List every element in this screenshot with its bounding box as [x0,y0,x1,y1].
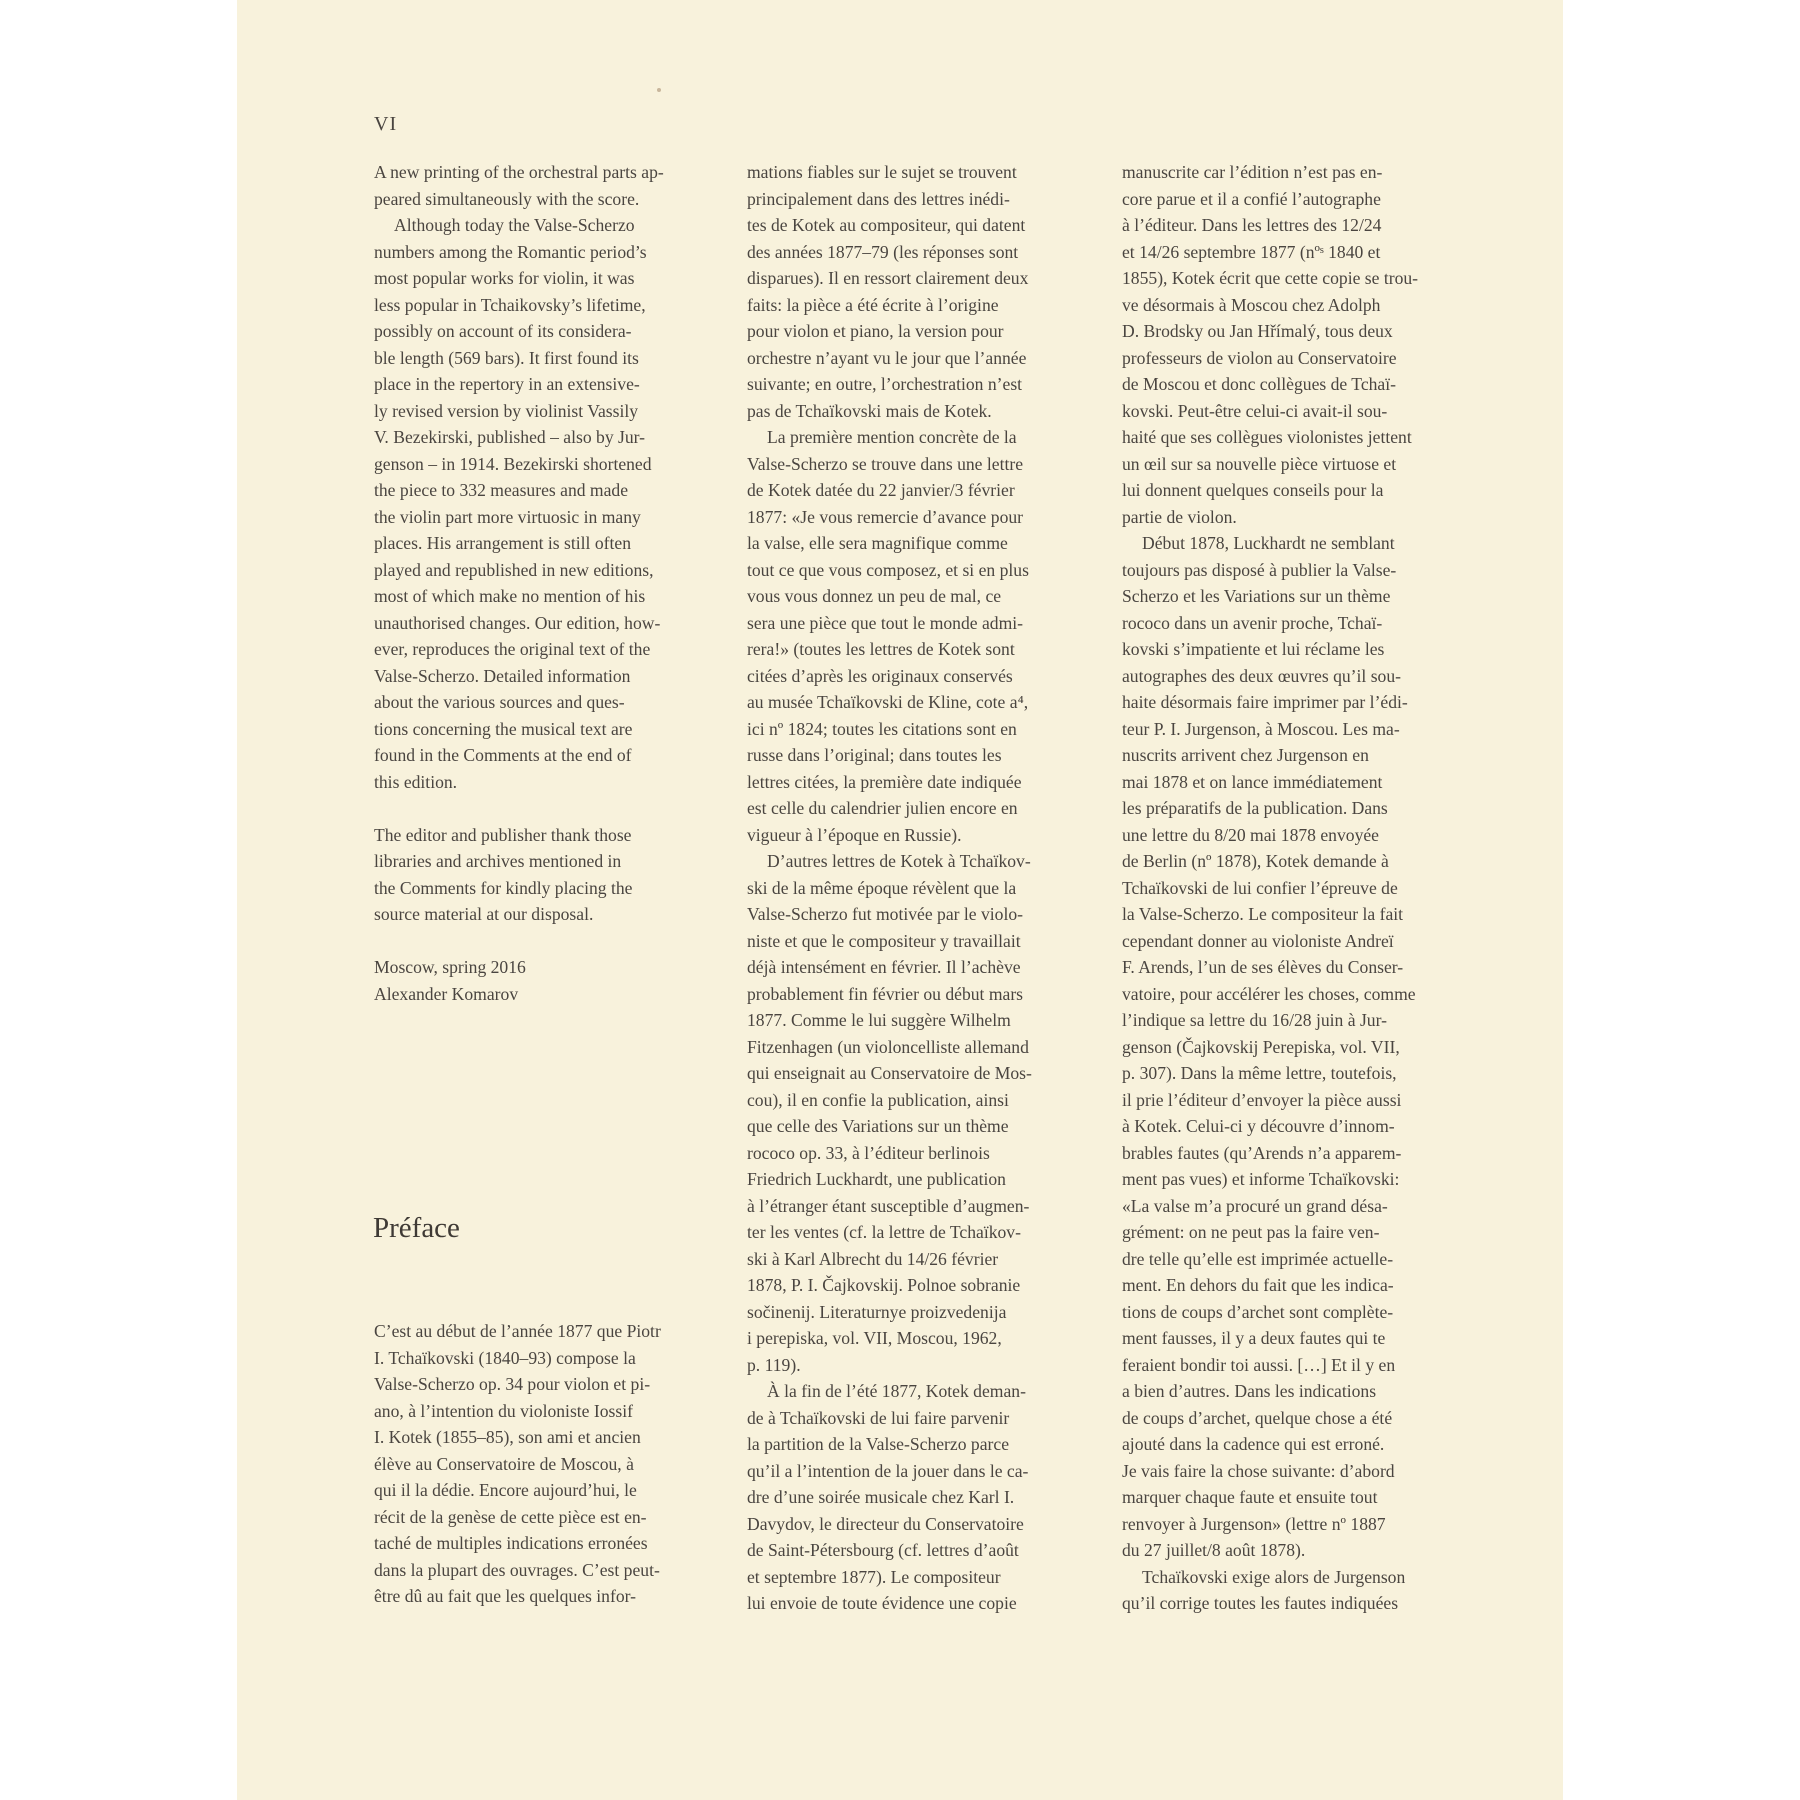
text-line: ano, à l’intention du violoniste Iossif [374,1400,633,1421]
text-line: grément: on ne peut pas la faire ven- [1122,1222,1380,1242]
text-line: I. Kotek (1855–85), son ami et ancien [374,1427,641,1447]
text-line: libraries and archives mentioned in [374,851,622,871]
text-line: Tchaïkovski de lui confier l’épreuve de [1122,877,1398,898]
text-line: Valse-Scherzo. Detailed information [374,665,631,686]
text-line: rera!» (toutes les lettres de Kotek sont [747,639,1015,659]
text-line: ble length (569 bars). It first found its [374,347,639,368]
text-line: un œil sur sa nouvelle pièce virtuose et [1122,453,1397,474]
text-line: Friedrich Luckhardt, une publication [747,1169,1006,1189]
text-line: a bien d’autres. Dans les indications [1122,1381,1377,1401]
text-line: de Berlin (nº 1878), Kotek demande à [1122,851,1389,871]
text-line: genson – in 1914. Bezekirski shortened [374,453,652,474]
text-line: marquer chaque faute et ensuite tout [1122,1487,1378,1507]
text-line: principalement dans des lettres inédi- [747,188,1010,209]
text-line: ajouté dans la cadence qui est erroné. [1122,1434,1385,1454]
text-line: qui enseignait au Conservatoire de Mos- [747,1063,1032,1083]
text-line: l’indique sa lettre du 16/28 juin à Jur- [1122,1010,1387,1030]
text-line: «La valse m’a procuré un grand désa- [1122,1195,1388,1216]
text-line: probablement fin février ou début mars [747,983,1024,1004]
text-line: et 14/26 septembre 1877 (nºˢ 1840 et [1122,241,1381,262]
text-line: tions concerning the musical text are [374,718,633,739]
text-line: de Moscou et donc collègues de Tchaï- [1122,374,1396,394]
text-line: numbers among the Romantic period’s [374,241,647,262]
text-line: V. Bezekirski, published – also by Jur- [374,427,646,447]
text-line: source material at our disposal. [374,904,594,924]
text-line: des années 1877–79 (les réponses sont [747,241,1019,262]
text-line: ment fausses, il y a deux fautes qui te [1122,1328,1386,1348]
text-line: la Valse-Scherzo. Le compositeur la fait [1122,904,1404,924]
text-line: Je vais faire la chose suivante: d’abord [1122,1460,1395,1481]
text-line: Tchaïkovski exige alors de Jurgenson [1142,1566,1406,1587]
text-line: les préparatifs de la publication. Dans [1122,798,1388,818]
text-line: unauthorised changes. Our edition, how- [374,612,661,633]
text-line: ter les ventes (cf. la lettre de Tchaïkov- [747,1222,1021,1242]
text-line: A new printing of the orchestral parts ap- [374,162,664,182]
text-line: cou), il en confie la publication, ainsi [747,1089,1009,1110]
text-line: niste et que le compositeur y travaillait [747,930,1021,951]
text-line: au musée Tchaïkovski de Kline, cote a⁴, [747,692,1029,712]
text-line: partie de violon. [1122,506,1237,527]
text-line: lui envoie de toute évidence une copie [747,1593,1017,1613]
text-line: tout ce que vous composez, et si en plus [747,559,1029,580]
text-line: du 27 juillet/8 août 1878). [1122,1540,1306,1560]
text-line: most of which make no mention of his [374,586,646,606]
text-line: dre d’une soirée musicale chez Karl I. [747,1487,1015,1507]
text-line: haite désormais faire imprimer par l’édi- [1122,692,1408,712]
text-line: this edition. [374,771,458,792]
text-line: qu’il a l’intention de la jouer dans le ca- [747,1460,1029,1481]
text-line: ve désormais à Moscou chez Adolph [1122,294,1381,315]
text-line: played and republished in new editions, [374,559,654,580]
text-line: Although today the Valse-Scherzo [394,215,635,235]
text-line: Fitzenhagen (un violoncelliste allemand [747,1036,1029,1057]
text-line: mai 1878 et on lance immédiatement [1122,771,1383,792]
text-line: que celle des Variations sur un thème [747,1116,1009,1136]
text-line: manuscrite car l’édition n’est pas en- [1122,162,1383,182]
text-line: kovski. Peut-être celui-ci avait-il sou- [1122,400,1388,421]
text-line: less popular in Tchaikovsky’s lifetime, [374,294,646,315]
text-line: professeurs de violon au Conservatoire [1122,347,1397,368]
text-line: ly revised version by violinist Vassily [374,400,639,421]
text-line: vatoire, pour accélérer les choses, comme [1122,983,1416,1004]
text-line: Valse-Scherzo fut motivée par le violo- [747,904,1024,924]
text-line: D’autres lettres de Kotek à Tchaïkov- [767,851,1031,871]
text-line: found in the Comments at the end of [374,745,632,765]
text-line: être dû au fait que les quelques infor- [374,1586,636,1606]
text-line: qui il la dédie. Encore aujourd’hui, le [374,1480,637,1500]
text-line: ment pas vues) et informe Tchaïkovski: [1122,1169,1400,1189]
column-french-right [1122,159,1467,1617]
text-line: suivante; en outre, l’orchestration n’est [747,374,1023,394]
text-line: 1855), Kotek écrit que cette copie se trou- [1122,268,1419,288]
text-line: mations fiables sur le sujet se trouvent [747,162,1017,182]
text-line: à l’éditeur. Dans les lettres des 12/24 [1122,215,1382,235]
section-title-preface: Préface [373,1212,460,1245]
text-line: places. His arrangement is still often [374,533,631,553]
text-line: rococo dans un avenir proche, Tchaï- [1122,612,1383,633]
text-line: place in the repertory in an extensive- [374,374,640,394]
text-line: taché de multiples indications erronées [374,1533,648,1553]
text-line: ski à Karl Albrecht du 14/26 février [747,1248,999,1269]
paper-speck [657,88,661,92]
text-line: teur P. I. Jurgenson, à Moscou. Les ma- [1122,718,1400,739]
text-line: 1877. Comme le lui suggère Wilhelm [747,1010,1011,1030]
text-line: possibly on account of its considera- [374,321,632,341]
text-line: déjà intensément en février. Il l’achève [747,957,1021,977]
text-line: D. Brodsky ou Jan Hřímalý, tous deux [1122,321,1393,341]
text-line: most popular works for violin, it was [374,268,635,288]
text-line: tions de coups d’archet sont complète- [1122,1301,1394,1322]
text-line: ici nº 1824; toutes les citations sont en [747,718,1017,739]
text-line: est celle du calendrier julien encore en [747,798,1018,818]
column-french-middle [747,159,1081,1617]
text-line: cependant donner au violoniste Andreï [1122,930,1394,951]
page-number: VI [374,113,398,135]
text-line: lettres citées, la première date indiquée [747,771,1022,792]
text-line: Davydov, le directeur du Conservatoire [747,1513,1024,1534]
text-line: renvoyer à Jurgenson» (lettre nº 1887 [1122,1513,1386,1534]
text-line: the violin part more virtuosic in many [374,506,641,527]
text-line: p. 119). [747,1354,801,1375]
text-line: toujours pas disposé à publier la Valse- [1122,559,1397,580]
text-line: à Kotek. Celui-ci y découvre d’innom- [1122,1116,1395,1136]
text-line: brables fautes (qu’Arends n’a apparem- [1122,1142,1402,1163]
text-line: faits: la pièce a été écrite à l’origine [747,294,999,315]
text-line: citées d’après les originaux conservés [747,665,1013,686]
text-line: pas de Tchaïkovski mais de Kotek. [747,400,992,421]
text-line: russe dans l’original; dans toutes les [747,745,1002,765]
text-line: pour violon et piano, la version pour [747,321,1004,341]
text-line: vigueur à l’époque en Russie). [747,824,962,845]
text-line: ment. En dehors du fait que les indica- [1122,1275,1394,1295]
text-line: the Comments for kindly placing the [374,877,633,898]
text-line: Valse-Scherzo op. 34 pour violon et pi- [374,1374,651,1394]
text-line: orchestre n’ayant vu le jour que l’année [747,347,1027,368]
text-line: ever, reproduces the original text of the [374,639,651,659]
column-french-intro [374,1318,718,1610]
text-line: de coups d’archet, quelque chose a été [1122,1407,1393,1428]
text-line: sera une pièce que tout le monde admi- [747,612,1024,633]
text-line: Valse-Scherzo se trouve dans une lettre [747,453,1024,474]
text-line: nuscrits arrivent chez Jurgenson en [1122,745,1369,765]
text-line: the piece to 332 measures and made [374,480,629,500]
text-line: une lettre du 8/20 mai 1878 envoyée [1122,824,1379,845]
text-line: Moscow, spring 2016 [374,957,526,977]
text-line: de à Tchaïkovski de lui faire parvenir [747,1407,1010,1428]
text-line: Scherzo et les Variations sur un thème [1122,586,1391,606]
text-line: genson (Čajkovskij Perepiska, vol. VII, [1122,1036,1400,1057]
text-line: et septembre 1877). Le compositeur [747,1566,1001,1587]
text-line: sočinenij. Literaturnye proizvedenija [747,1301,1007,1322]
column-english-text [374,159,718,1007]
text-line: Début 1878, Luckhardt ne semblant [1142,533,1395,553]
text-line: C’est au début de l’année 1877 que Piotr [374,1321,661,1341]
text-line: de Kotek datée du 22 janvier/3 février [747,480,1015,500]
text-line: de Saint-Pétersbourg (cf. lettres d’août [747,1540,1019,1560]
text-line: tes de Kotek au compositeur, qui datent [747,215,1026,235]
text-line: feraient bondir toi aussi. […] Et il y en [1122,1354,1396,1375]
paragraph-gap [374,795,718,822]
text-line: élève au Conservatoire de Moscou, à [374,1453,634,1474]
text-line: vous vous donnez un peu de mal, ce [747,586,1002,606]
text-line: autographes des deux œuvres qu’il sou- [1122,665,1401,686]
text-line: The editor and publisher thank those [374,824,632,845]
text-line: I. Tchaïkovski (1840–93) compose la [374,1347,636,1368]
paragraph-gap [374,928,718,955]
text-line: i perepiska, vol. VII, Moscou, 1962, [747,1328,1002,1348]
text-line: dre telle qu’elle est imprimée actuelle- [1122,1248,1394,1269]
text-line: F. Arends, l’un de ses élèves du Conser- [1122,957,1404,977]
text-line: haité que ses collègues violonistes jettent [1122,427,1412,447]
text-line: La première mention concrète de la [767,427,1017,447]
text-line: la partition de la Valse-Scherzo parce [747,1434,1009,1454]
text-line: 1878, P. I. Čajkovskij. Polnoe sobranie [747,1275,1021,1295]
text-line: peared simultaneously with the score. [374,188,640,209]
text-line: ski de la même époque révèlent que la [747,877,1017,898]
text-line: about the various sources and ques- [374,692,625,712]
text-line: À la fin de l’été 1877, Kotek deman- [767,1381,1026,1401]
text-line: à l’étranger étant susceptible d’augmen- [747,1195,1030,1216]
text-line: récit de la genèse de cette pièce est en- [374,1506,647,1527]
text-line: p. 307). Dans la même lettre, toutefois, [1122,1063,1397,1083]
text-line: dans la plupart des ouvrages. C’est peut- [374,1559,660,1580]
text-line: rococo op. 33, à l’éditeur berlinois [747,1142,990,1163]
text-line: kovski s’impatiente et lui réclame les [1122,639,1385,659]
text-line: Alexander Komarov [374,983,519,1004]
text-line: 1877: «Je vous remercie d’avance pour [747,506,1024,527]
text-line: disparues). Il en ressort clairement deux [747,268,1029,288]
text-line: core parue et il a confié l’autographe [1122,188,1381,209]
text-line: il prie l’éditeur d’envoyer la pièce aussi [1122,1089,1402,1110]
text-line: la valse, elle sera magnifique comme [747,533,1008,553]
text-line: qu’il corrige toutes les fautes indiquées [1122,1593,1399,1613]
text-line: lui donnent quelques conseils pour la [1122,480,1384,500]
